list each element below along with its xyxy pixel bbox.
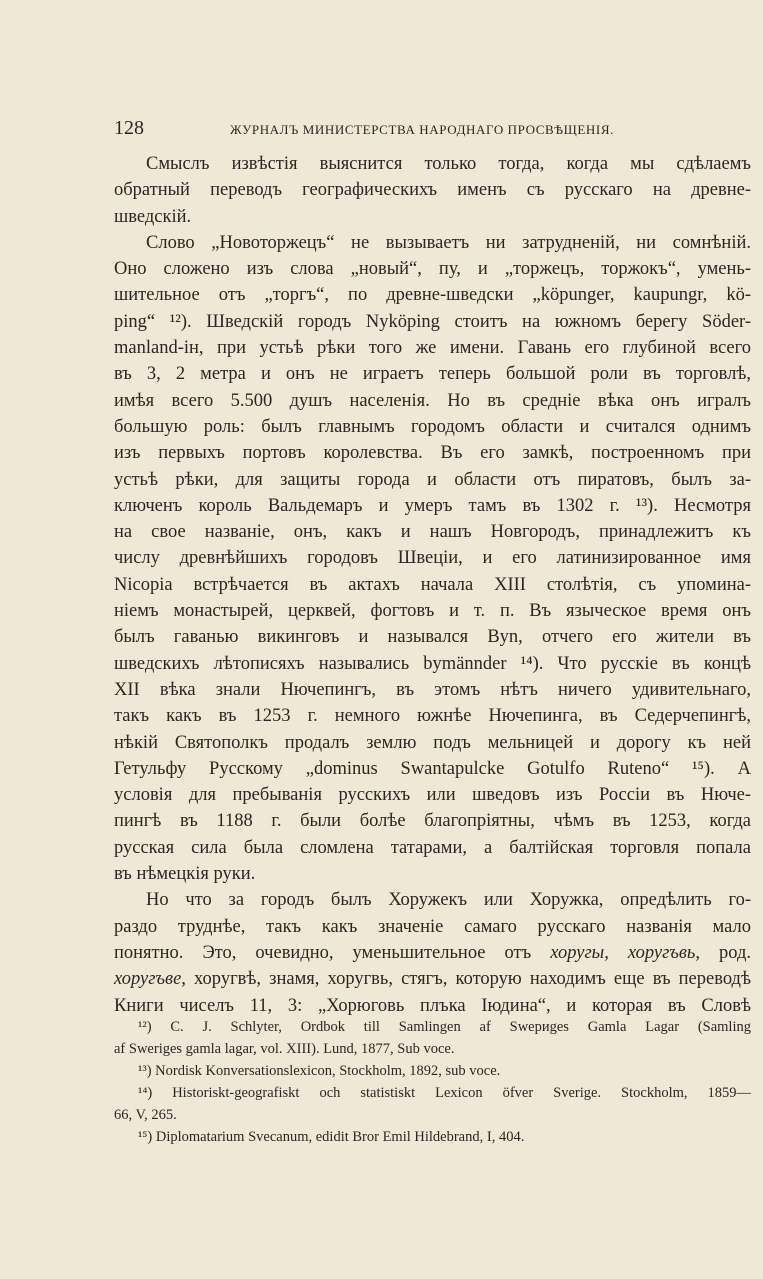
footnote-line: ¹³) Nordisk Konversationslexicon, Stockholm, 1892, sub voce. <box>138 1063 501 1079</box>
text-line: числу древнѣйшихъ городовъ Швеціи, и его латинизированное имя <box>114 548 751 569</box>
text-line: Гетульфу Русскому „dominus Swantapulcke Gotulfo Ruteno“ ¹⁵). А <box>114 758 751 779</box>
text-line: шведскихъ лѣтописяхъ назывались bymännder ¹⁴). Что русскіе въ концѣ <box>114 653 751 674</box>
text-line: шведскій. <box>114 206 192 227</box>
page-number: 128 <box>114 117 144 139</box>
text-line: Смыслъ извѣстія выяснится только тогда, когда мы сдѣлаемъ <box>146 154 751 174</box>
text-line: Но что за городъ былъ Хоружекъ или Хоружка, опредѣлить го- <box>146 890 751 911</box>
text-line: устьѣ рѣки, для защиты города и области отъ пиратовъ, былъ за- <box>114 469 751 490</box>
text-line: на свое названіе, онъ, какъ и нашъ Новгородъ, принадлежитъ къ <box>114 522 751 543</box>
text-line: XII вѣка знали Нючепингъ, въ этомъ нѣтъ ничего удивительнаго, <box>114 679 751 700</box>
footnote-line: ¹²) C. J. Schlyter, Ordbok till Samlingen af Swериges Gamla Lagar (Samling <box>138 1019 751 1035</box>
text-line: нѣкій Святополкъ продалъ землю подъ мельницей и дорогу къ ней <box>114 732 751 753</box>
text-line: такъ какъ въ 1253 г. немного южнѣе Нючепинга, въ Седерчепингѣ, <box>114 706 751 727</box>
text-line: пингѣ въ 1188 г. были болѣе благопріятны, чѣмъ въ 1253, когда <box>114 811 751 832</box>
text-line: Nicopia встрѣчается въ актахъ начала XIII столѣтія, съ упомина- <box>114 574 751 595</box>
text-line: ping“ ¹²). Шведскій городъ Nyköping стоитъ на южномъ берегу Söder- <box>114 311 751 332</box>
text-line: изъ первыхъ портовъ королевства. Въ его замкѣ, построенномъ при <box>114 443 751 464</box>
italic-word: хоругъве, <box>114 969 186 990</box>
text-line: шительное отъ „торгъ“, по древне-шведски „köpunger, kaupungr, kö- <box>114 285 751 306</box>
text-fragment: род. <box>699 942 752 963</box>
italic-word: хоругы, хоругъвь, <box>550 942 700 963</box>
footnote-line: ¹⁴) Historiskt-geografiskt och statistiskt Lexicon öfver Sverige. Stockholm, 1859— <box>138 1085 751 1101</box>
footnotes <box>114 1016 751 1148</box>
footnote-line: af Sweriges gamla lagar, vol. XIII). Lund, 1877, Sub voce. <box>114 1041 455 1057</box>
text-line: ніемъ монастырей, церквей, фогтовъ и т. п. Въ языческое время онъ <box>114 601 751 622</box>
text-line: былъ гаванью викинговъ и назывался Byn, отчего его жители въ <box>114 627 751 648</box>
page-header <box>114 118 751 140</box>
text-line <box>114 940 751 966</box>
text-line: большую роль: былъ главнымъ городомъ области и считался однимъ <box>114 416 751 437</box>
text-line: ключенъ король Вальдемаръ и умеръ тамъ въ 1302 г. ¹³). Несмотря <box>114 495 751 516</box>
text-line: manland-ін, при устьѣ рѣки того же имени. Гавань его глубиной всего <box>114 338 751 359</box>
text-line: условія для пребыванія русскихъ или шведовъ изъ Россіи въ Нюче- <box>114 785 751 806</box>
text-line: раздо труднѣе, такъ какъ значеніе самаго русскаго названія мало <box>114 916 751 937</box>
text-line: имѣя всего 5.500 душъ населенія. Но въ средніе вѣка онъ игралъ <box>114 390 751 411</box>
text-line: обратный переводъ географическихъ именъ съ русскаго на древне- <box>114 180 751 201</box>
text-fragment: хоругвѣ, знамя, хоругвь, стягъ, которую находимъ еще въ переводѣ <box>194 969 751 990</box>
text-line: въ нѣмецкія руки. <box>114 864 256 885</box>
running-title: ЖУРНАЛЪ МИНИСТЕРСТВА НАРОДНАГО ПРОСВѢЩЕНІЯ. <box>230 122 614 137</box>
text-line: русская сила была сломлена татарами, а балтійская торговля попала <box>114 837 751 858</box>
footnote-line: ¹⁵) Diplomatarium Svecanum, edidit Bror Emil Hildebrand, I, 404. <box>138 1129 525 1145</box>
text-line: Слово „Новоторжецъ“ не вызываетъ ни затрудненій, ни сомнѣній. <box>146 232 751 253</box>
text-line: Оно сложено изъ слова „новый“, пу, и „торжецъ, торжокъ“, умень- <box>114 259 751 280</box>
text-line: въ 3, 2 метра и онъ не играетъ теперь большой роли въ торговлѣ, <box>114 364 751 385</box>
footnote-line: 66, V, 265. <box>114 1107 177 1123</box>
text-fragment: понятно. Это, очевидно, уменьшительное отъ <box>114 942 551 963</box>
main-text <box>114 151 751 1019</box>
text-line: Книги чиселъ 11, 3: „Хорюговь плъка Іюдина“, и которая въ Словѣ <box>114 995 751 1016</box>
text-line <box>114 966 751 992</box>
